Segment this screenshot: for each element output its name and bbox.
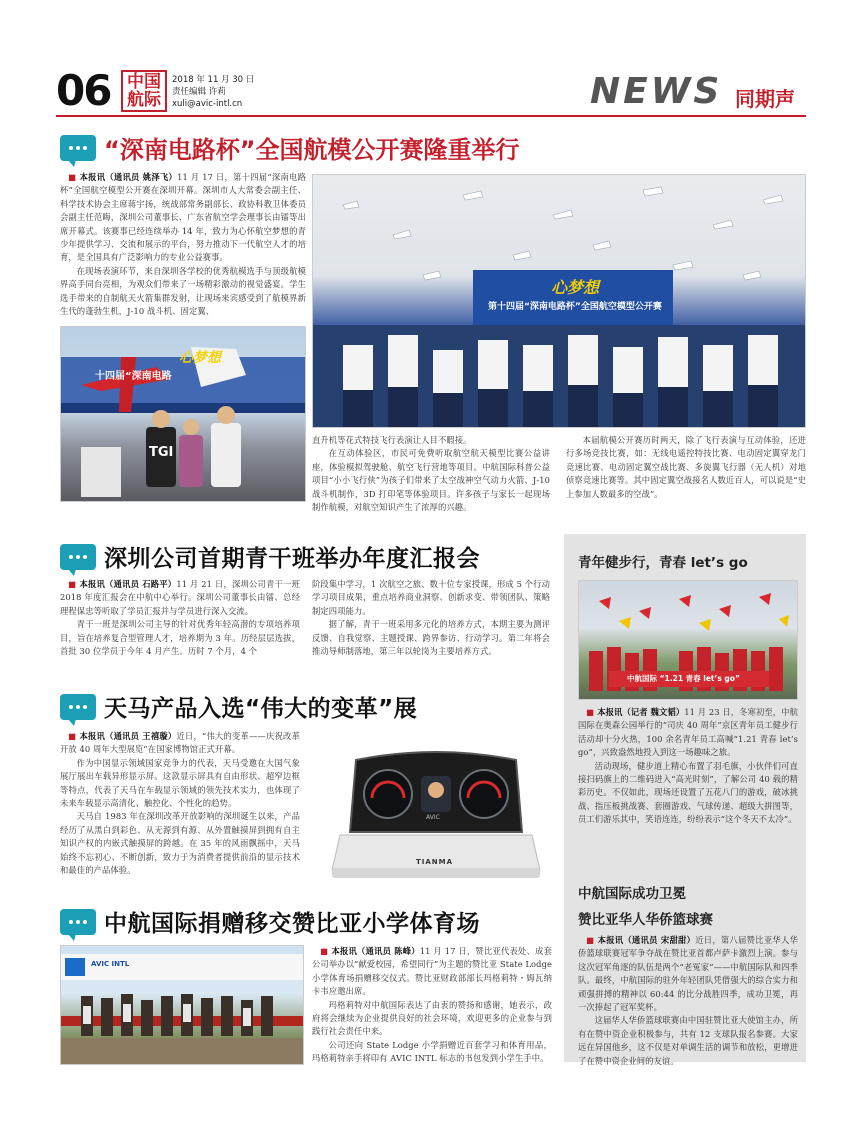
- article4-para2: 玛格莉特对中航国际表达了由衷的赞扬和感谢，她表示，政府将会继续为企业提供良好的社会环境，欢迎更多的企业参与到践行社会责任中来。: [312, 999, 552, 1037]
- article3-para2: 作为中国显示领域国家竞争力的代表，天马受邀在大国气象展厅展出车载异形显示屏。这款显示屏具有自由形状、超窄边框等特点，代表了天马在车载显示领域的领先技术实力，也体现了未来车载显示高清化、触控化、个性化的趋势。: [60, 757, 300, 809]
- section-name: 同期声: [735, 87, 795, 111]
- photo-zambia-ceremony: [60, 945, 304, 1065]
- ceremony-banner-text: AVIC INTL: [91, 960, 130, 968]
- article1-para5: 本届航模公开赛历时两天，除了飞行表演与互动体验，还进行多场竞技比赛，如：无线电遥控特技比赛、电动固定翼穿龙门竞速比赛、电动固定翼空战比赛、多旋翼飞行器（无人机）对地侦察竞速比赛等。其中固定翼空战接名人数近百人，可以说是“史上参加人数最多的空战”。: [566, 435, 806, 499]
- sidebar-story1-title: 青年健步行，青春 let’s go: [578, 555, 748, 571]
- logo-line2: 航际: [127, 90, 161, 110]
- article4-title: 中航国际捐赠移交赞比亚小学体育场: [104, 911, 480, 937]
- article2-col1: [60, 578, 300, 658]
- issue-info: [172, 74, 254, 110]
- sidebar-story2-para1: ■ 本报讯（通讯员 宋甜甜）近日，第八届赞比亚华人华侨篮球联赛冠军争夺战在赞比亚首都卢萨卡激烈上演。参与这次冠军角逐的队伍是两个“老冤家”——中航国际队和四季队。最终，中航国际的驻外年轻团队凭借强大的综合实力和顽强拼搏的精神以 60:44 的比分战胜四季，成功卫冕，再一次捧起了冠军奖杯。: [578, 935, 798, 1013]
- article1-para1: ■ 本报讯（通讯员 姚泽飞）11 月 17 日，第十四届“深南电路杯”全国航空模型公开赛在深圳开幕。深圳市人大常委会副主任、科学技术协会主席蒋宇扬，统战部常务副部长、政协科教卫体委员会副主任范晦，深圳公司董事长、广东省航空学会理事长由镭等出席开幕式。该赛事已经连续举办 14 年，致力为心怀航空梦想的青少年提供学习、交流和展示的平台，努力推动下一代航空人才的培育，是全国具有广泛影响力的专业公益赛事。: [60, 172, 306, 263]
- section-news-logo: NEWS: [590, 71, 723, 112]
- sidebar-story2-title: 中航国际成功卫冕 赞比亚华人华侨篮球赛: [578, 886, 713, 928]
- article3-heading: [60, 690, 417, 723]
- editor-email: xuli@avic-intl.cn: [172, 99, 243, 109]
- article2-para1: ■ 本报讯（通讯员 石路平）11 月 21 日，深圳公司青干一班 2018 年度汇报会在中航中心举行。深圳公司董事长由镭、总经理程保忠等听取了学员汇报并与学员进行深入交流。: [60, 579, 300, 616]
- article1-heading: [60, 130, 520, 165]
- photo-model-aircraft: [60, 326, 306, 502]
- speech-bubble-icon: [60, 544, 96, 570]
- masthead-logo: [121, 70, 167, 112]
- photo-aircraft-logo: 心梦想: [179, 350, 221, 366]
- display-screen-text: AVIC: [426, 814, 440, 821]
- article1-col1: [60, 171, 306, 318]
- article3-title: 天马产品入选“伟大的变革”展: [104, 696, 418, 722]
- sidebar-story2-text: [578, 934, 798, 1068]
- logo-line1: 中国: [127, 72, 161, 92]
- article2-col2: [312, 578, 550, 658]
- speech-bubble-icon: [60, 694, 96, 720]
- article2-para3: 阶段集中学习，1 次航空之旅、数十位专家授课，形成 5 个行动学习项目成果，重点培养商业洞察、创新求变、带领团队、策略制定四项能力。: [312, 579, 550, 616]
- editor-line: 责任编辑 许莉: [172, 87, 226, 97]
- photo-tianma-display: [326, 740, 546, 890]
- speech-bubble-icon: [60, 135, 96, 161]
- photo-glider-banner: 第十四届“深南电路杯”全国航空模型公开赛: [488, 302, 662, 312]
- article1-para3: 直升机等花式特技飞行表演让人目不暇接。: [312, 435, 472, 445]
- article2-title: 深圳公司首期青干班举办年度汇报会: [104, 546, 480, 572]
- article3-col1: [60, 730, 300, 877]
- article4-col2: [312, 945, 552, 1066]
- article1-col2: [312, 434, 550, 514]
- photo-glider-logo: 心梦想: [551, 278, 600, 297]
- sidebar-story1-para1: ■ 本报讯（记者 魏文韬）11 月 23 日，冬寒初至，中航国际在奥森公园举行的“司庆 40 周年”京区青年员工健步行活动却十分火热，100 余名青年员工高喊“1.21 青春 let’s go”，兴致盎然地投入到这一场趣味之旅。: [578, 707, 798, 758]
- tianma-brand: TIANMA: [416, 858, 454, 866]
- article4-para1: ■ 本报讯（通讯员 陈峰）11 月 17 日，赞比亚代表处、成套公司举办以“献爱校园，希望同行”为主题的赞比亚 State Lodge 小学体育场捐赠移交仪式。赞比亚财政部部长玛格莉特・姆瓦纳卡韦应邀出席。: [312, 946, 552, 997]
- article1-para2: 在现场表演环节，来自深圳各学校的优秀航模选手与顶级航模界高手同台亮相，为观众们带来了一场精彩激动的视觉盛宴。学生选手带来的自制航天火箭集群发射，让现场来宾感受到了航模界新生代的蓬勃生机，J-10 战斗机、固定翼、: [60, 265, 306, 317]
- article4-para3: 公司还向 State Lodge 小学捐赠近百套学习和体育用品，玛格莉特亲手将印有 AVIC INTL 标志的书包发到小学生手中。: [312, 1039, 552, 1064]
- article1-title: “深南电路杯”全国航模公开赛隆重举行: [104, 136, 520, 164]
- photo-aircraft-banner: 十四届“深南电路: [95, 371, 172, 382]
- speech-bubble-icon: [60, 909, 96, 935]
- photo-youth-walk: [578, 580, 798, 700]
- sidebar-story1-text: [578, 706, 798, 827]
- header-rule: [56, 115, 806, 117]
- youth-walk-banner: 中航国际 “1.21 青春 let’s go”: [627, 674, 740, 683]
- photo-glider-launch: [312, 174, 806, 428]
- sidebar-story1-para2: 活动现场，健步道上精心布置了羽毛旗，小伙伴们可直接扫码旗上的二维码进入“高光时刻”，了解公司 40 载的精彩历史。不仅如此，现场还设置了五花八门的游戏，破冰挑战、指压板挑战赛、套圈游戏、气球传递、超级大拼图等，员工们游乐其中，笑语连连，纷纷表示“这个冬天不太冷”。: [578, 760, 798, 825]
- sidebar-story2-para2: 这届华人华侨篮球联赛由中国驻赞比亚大使馆主办，所有在赞中资企业积极参与，共有 12 支球队报名参赛。大家远在异国他乡，这不仅是对单调生活的调节和放松，更增进了在赞中资企业间的友谊。: [578, 1015, 798, 1066]
- article4-heading: [60, 905, 480, 938]
- photo-aircraft-box: TGI: [149, 445, 174, 460]
- issue-date: 2018 年 11 月 30 日: [172, 75, 255, 85]
- article1-col3: [566, 434, 806, 501]
- article2-para2: 青干一班是深圳公司主导的针对优秀年轻高潜的专项培养项目，旨在培养复合型管理人才，培养期为 3 年。历经层层选拔，首批 30 位学员于今年 4 月产生。历时 7 个月，4 个: [60, 619, 300, 657]
- article2-heading: [60, 540, 480, 573]
- article3-para3: 天马自 1983 年在深圳改革开放影响的深圳诞生以来，产品经历了从黑白到彩色、从无源到有源、从外置触摸屏到拥有自主知识产权的内嵌式触摸屏的跨越。在 35 年的风雨飘摇中，天马始终不忘初心、不断创新，致力于为消费者提供前沿的显示技术和最佳的产品体验。: [60, 811, 300, 876]
- article2-para4: 据了解，青干一班采用多元化的培养方式，本期主要为测评反馈、自我觉察、主题授课、跨界参访、行动学习。第二年将会推动导师制落地，第三年以轮岗为主要培养方式。: [312, 619, 550, 657]
- page-number: 06: [56, 66, 111, 115]
- article3-para1: ■ 本报讯（通讯员 王禧璇）近日，“伟大的变革——庆祝改革开放 40 周年大型展览”在国家博物馆正式开幕。: [60, 731, 300, 755]
- article1-para4: 在互动体验区，市民可免费听取航空航天模型比赛公益讲座，体验模拟驾驶舱、航空飞行营地等项目。中航国际科普公益项目“小小飞行侠”为孩子们带来了太空战神空气动力火箭、J-10 战斗机制作，3D 打印笔等体验项目。许多孩子与家长一起现场制作航模，对航空知识产生了浓厚的兴趣。: [312, 448, 550, 513]
